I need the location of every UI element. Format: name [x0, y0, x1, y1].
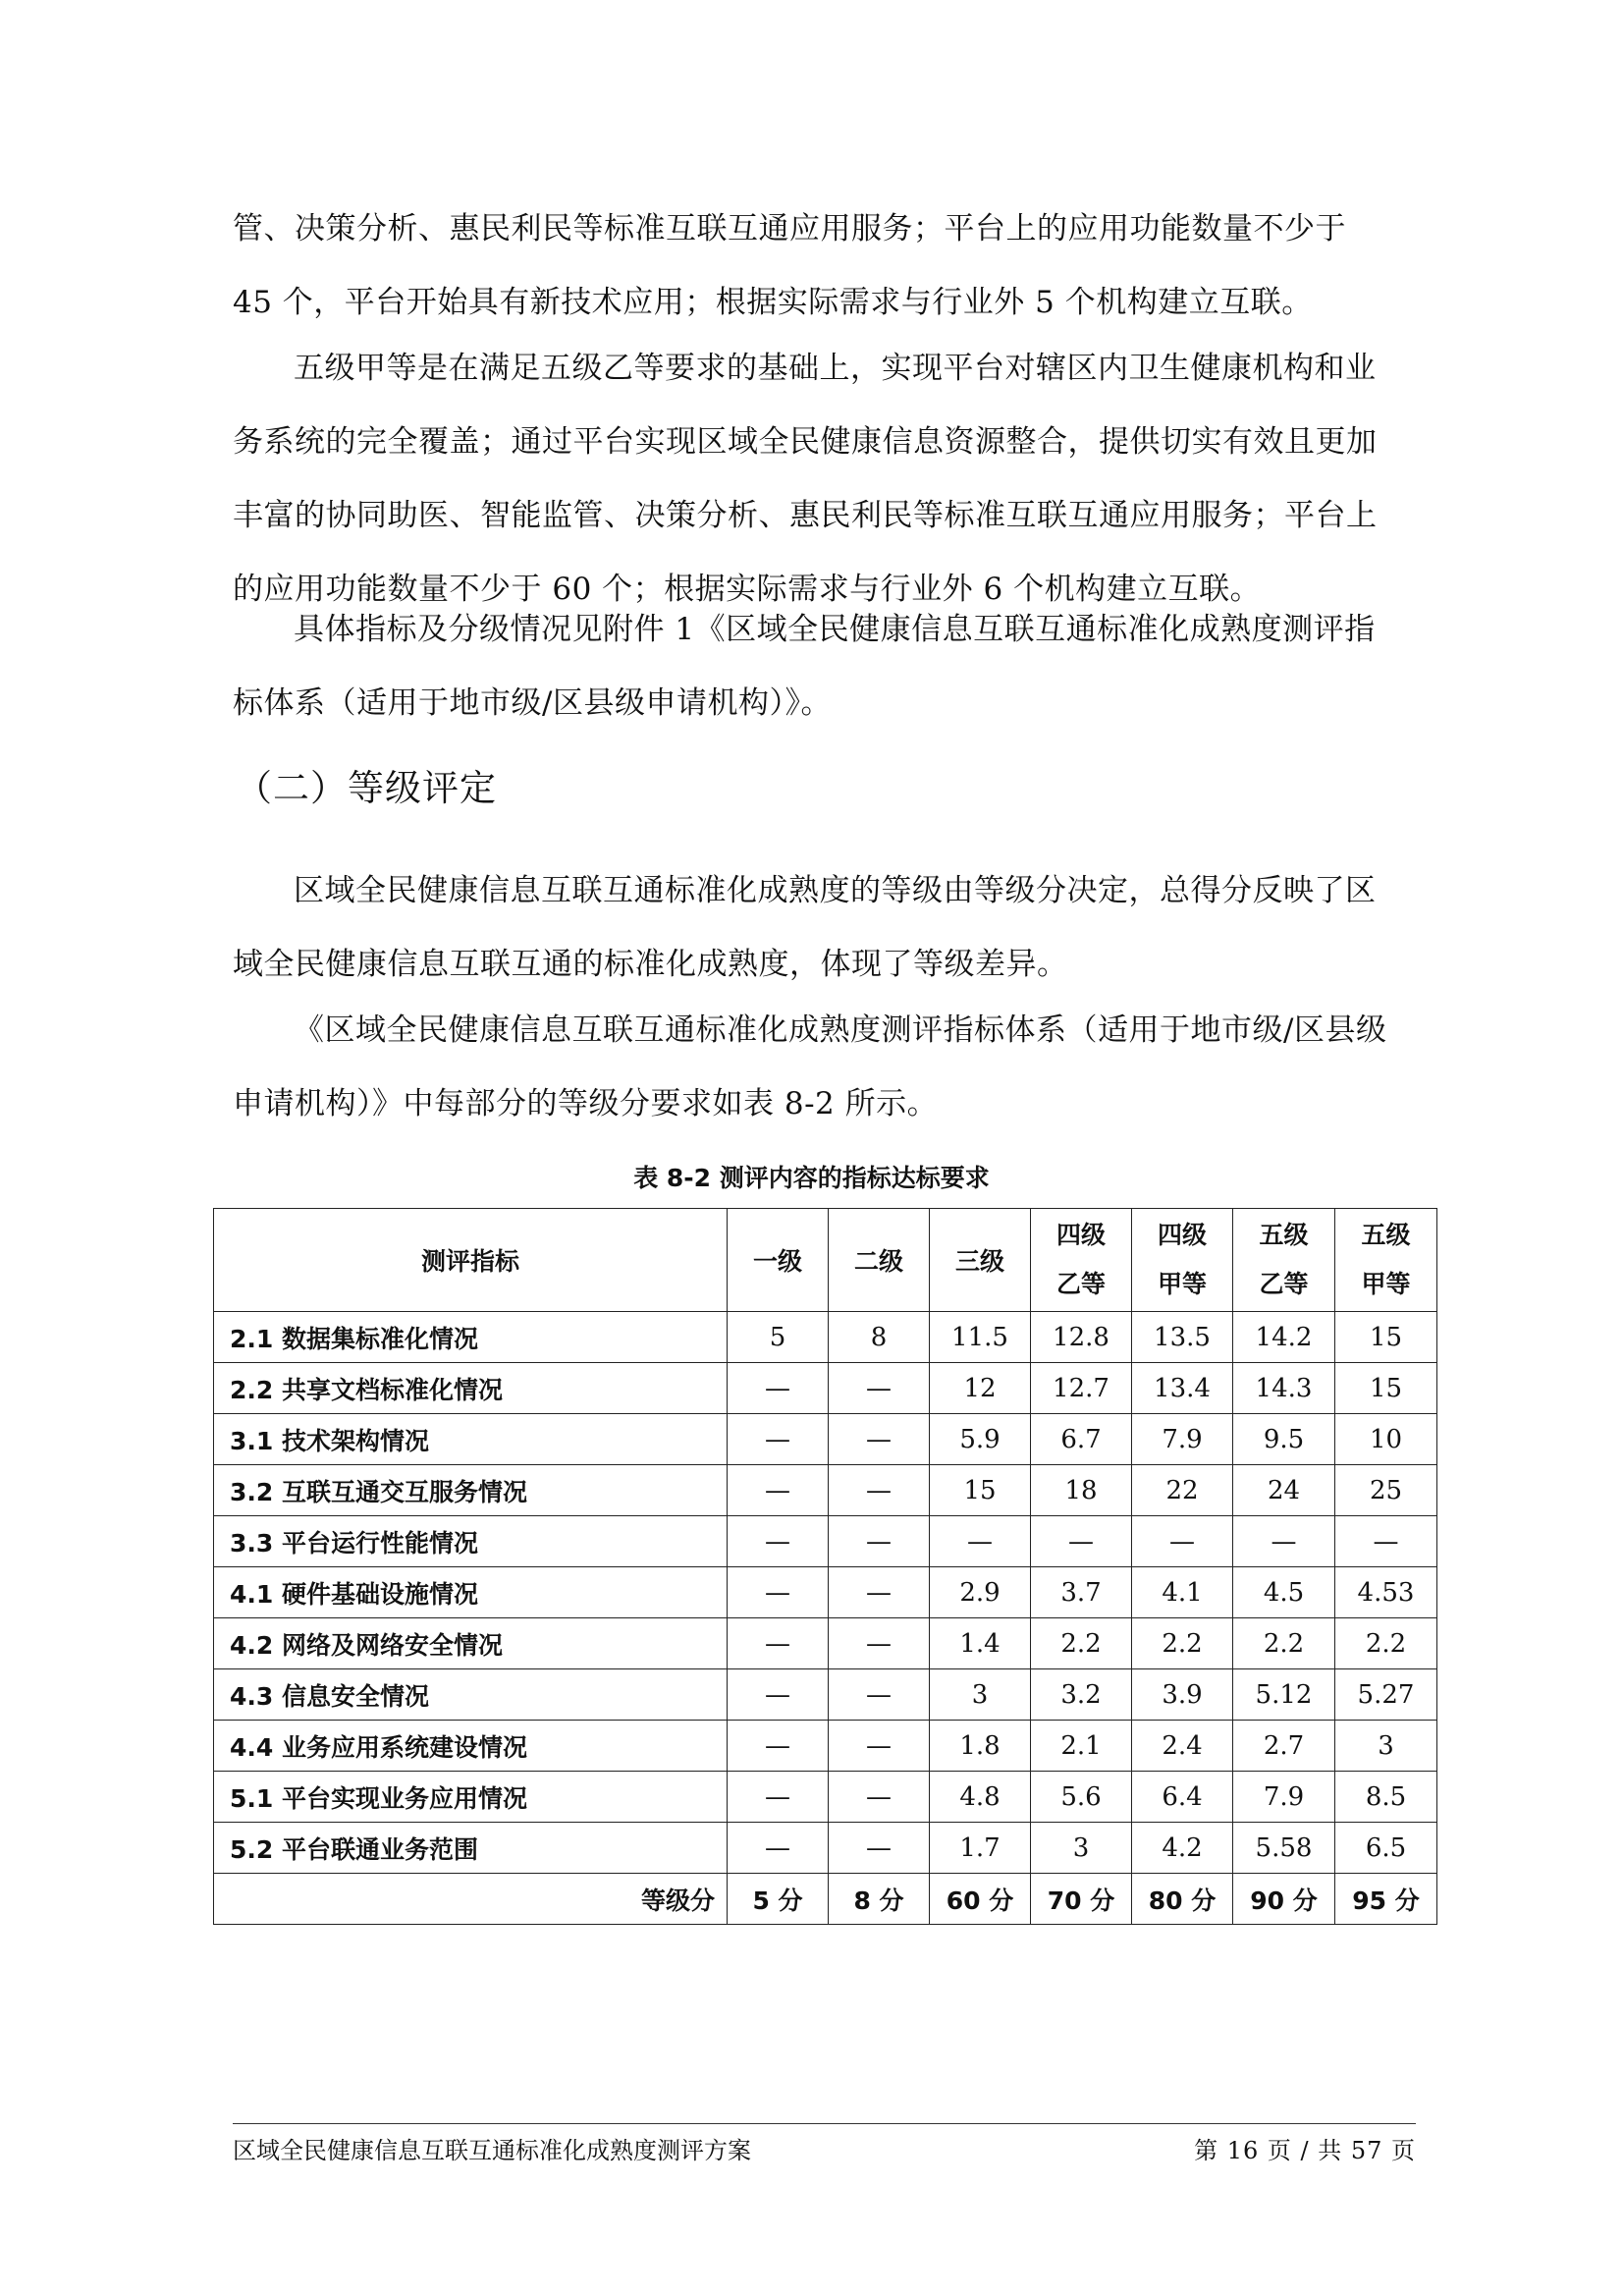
- table-cell: —: [829, 1567, 930, 1618]
- text-line: 申请机构）》中每部分的等级分要求如表 8-2 所示。: [233, 1086, 939, 1121]
- table-row: [214, 1669, 1437, 1721]
- header-level3: 三级: [930, 1209, 1031, 1312]
- paragraph-level5a: [233, 332, 1416, 627]
- paragraph-appendix-reference: [233, 593, 1416, 740]
- text-line: 具体指标及分级情况见附件 1《区域全民健康信息互联互通标准化成熟度测评指: [294, 612, 1376, 647]
- table-cell: 5: [728, 1312, 829, 1363]
- table-cell: 7.9: [1132, 1414, 1233, 1465]
- table-cell: 24: [1233, 1465, 1335, 1516]
- text-line: 的应用功能数量不少于 60 个；根据实际需求与行业外 6 个机构建立互联。: [233, 572, 1262, 607]
- table-cell: 70 分: [1031, 1874, 1132, 1925]
- table-cell: 15: [1335, 1312, 1437, 1363]
- table-cell: —: [728, 1772, 829, 1823]
- header-level4a-line1: 四级: [1157, 1221, 1207, 1249]
- header-level5a-line2: 甲等: [1361, 1270, 1411, 1298]
- table-cell: 11.5: [930, 1312, 1031, 1363]
- table-cell: 3: [1335, 1721, 1437, 1772]
- text-line: 《区域全民健康信息互联互通标准化成熟度测评指标体系（适用于地市级/区县级: [294, 1012, 1387, 1048]
- table-cell: 14.3: [1233, 1363, 1335, 1414]
- table-cell: 4.5: [1233, 1567, 1335, 1618]
- paragraph-grading-intro: [233, 854, 1416, 1002]
- table-cell: 2.9: [930, 1567, 1031, 1618]
- row-label: 3.2 互联互通交互服务情况: [214, 1465, 728, 1516]
- table-cell: 15: [1335, 1363, 1437, 1414]
- header-level1: 一级: [728, 1209, 829, 1312]
- table-cell: 15: [930, 1465, 1031, 1516]
- header-level4b-line1: 四级: [1055, 1221, 1106, 1249]
- header-level5b-line2: 乙等: [1259, 1270, 1309, 1298]
- table-cell: 12: [930, 1363, 1031, 1414]
- table-cell: —: [1335, 1516, 1437, 1567]
- header-level5a: [1335, 1209, 1437, 1312]
- text-line: 域全民健康信息互联互通的标准化成熟度，体现了等级差异。: [233, 947, 1068, 982]
- header-level5b-line1: 五级: [1259, 1221, 1309, 1249]
- indicator-requirements-table: [213, 1208, 1437, 1925]
- header-level4b-line2: 乙等: [1055, 1270, 1106, 1298]
- table-row: [214, 1772, 1437, 1823]
- table-cell: —: [728, 1567, 829, 1618]
- table-cell: 3.2: [1031, 1669, 1132, 1721]
- table-cell: —: [1132, 1516, 1233, 1567]
- table-cell: 5.9: [930, 1414, 1031, 1465]
- table-row: [214, 1363, 1437, 1414]
- table-cell: 5 分: [728, 1874, 829, 1925]
- text-line: 45 个，平台开始具有新技术应用；根据实际需求与行业外 5 个机构建立互联。: [233, 285, 1313, 320]
- table-cell: —: [1233, 1516, 1335, 1567]
- header-level4b: [1031, 1209, 1132, 1312]
- row-label: 等级分: [214, 1874, 728, 1925]
- text-line: 标体系（适用于地市级/区县级申请机构）》。: [233, 685, 832, 721]
- table-cell: —: [829, 1823, 930, 1874]
- table-row: [214, 1823, 1437, 1874]
- row-label: 4.2 网络及网络安全情况: [214, 1618, 728, 1669]
- table-cell: 13.4: [1132, 1363, 1233, 1414]
- table-cell: 3.7: [1031, 1567, 1132, 1618]
- table-cell: —: [829, 1465, 930, 1516]
- table-cell: 9.5: [1233, 1414, 1335, 1465]
- table-cell: —: [728, 1465, 829, 1516]
- table-cell: 25: [1335, 1465, 1437, 1516]
- table-cell: 6.5: [1335, 1823, 1437, 1874]
- header-level2: 二级: [829, 1209, 930, 1312]
- text-line: 务系统的完全覆盖；通过平台实现区域全民健康信息资源整合，提供切实有效且更加: [233, 424, 1378, 460]
- table-row: [214, 1465, 1437, 1516]
- table-cell: 4.2: [1132, 1823, 1233, 1874]
- paragraph-level5b-continued: [233, 192, 1416, 340]
- table-cell: 6.4: [1132, 1772, 1233, 1823]
- table-cell: 13.5: [1132, 1312, 1233, 1363]
- header-level4a: [1132, 1209, 1233, 1312]
- table-cell: —: [829, 1414, 930, 1465]
- header-level5b: [1233, 1209, 1335, 1312]
- row-label: 2.2 共享文档标准化情况: [214, 1363, 728, 1414]
- table-cell: 2.2: [1031, 1618, 1132, 1669]
- table-header-row: [214, 1209, 1437, 1312]
- footer-divider: [233, 2123, 1416, 2124]
- table-row: [214, 1567, 1437, 1618]
- table-row: [214, 1618, 1437, 1669]
- header-indicator: 测评指标: [214, 1209, 728, 1312]
- table-cell: 4.8: [930, 1772, 1031, 1823]
- table-cell: 8 分: [829, 1874, 930, 1925]
- table-cell: —: [829, 1363, 930, 1414]
- table-cell: 3: [1031, 1823, 1132, 1874]
- table-cell: 4.1: [1132, 1567, 1233, 1618]
- table-cell: —: [829, 1516, 930, 1567]
- table-cell: 5.27: [1335, 1669, 1437, 1721]
- table-cell: —: [829, 1618, 930, 1669]
- table-cell: 5.58: [1233, 1823, 1335, 1874]
- table-cell: —: [728, 1363, 829, 1414]
- text-line: 五级甲等是在满足五级乙等要求的基础上，实现平台对辖区内卫生健康机构和业: [294, 351, 1377, 386]
- table-cell: 4.53: [1335, 1567, 1437, 1618]
- table-cell: —: [728, 1618, 829, 1669]
- table-cell: 3.9: [1132, 1669, 1233, 1721]
- table-cell: —: [829, 1772, 930, 1823]
- section-heading: （二）等级评定: [236, 767, 497, 809]
- table-row: [214, 1312, 1437, 1363]
- table-cell: 10: [1335, 1414, 1437, 1465]
- table-cell: —: [829, 1721, 930, 1772]
- table-cell: 8: [829, 1312, 930, 1363]
- table-caption: 表 8-2 测评内容的指标达标要求: [633, 1164, 990, 1192]
- row-label: 3.1 技术架构情况: [214, 1414, 728, 1465]
- table-cell: —: [728, 1721, 829, 1772]
- table-cell: 12.7: [1031, 1363, 1132, 1414]
- row-label: 4.4 业务应用系统建设情况: [214, 1721, 728, 1772]
- table-row: [214, 1414, 1437, 1465]
- table-cell: 14.2: [1233, 1312, 1335, 1363]
- row-label: 4.1 硬件基础设施情况: [214, 1567, 728, 1618]
- table-cell: 7.9: [1233, 1772, 1335, 1823]
- table-cell: 18: [1031, 1465, 1132, 1516]
- text-line: 丰富的协同助医、智能监管、决策分析、惠民利民等标准互联互通应用服务；平台上: [233, 498, 1378, 533]
- text-line: 区域全民健康信息互联互通标准化成熟度的等级由等级分决定，总得分反映了区: [294, 873, 1377, 908]
- table-cell: 90 分: [1233, 1874, 1335, 1925]
- table-cell: 95 分: [1335, 1874, 1437, 1925]
- table-cell: —: [728, 1516, 829, 1567]
- table-cell: —: [930, 1516, 1031, 1567]
- table-cell: 5.12: [1233, 1669, 1335, 1721]
- table-cell: 60 分: [930, 1874, 1031, 1925]
- table-cell: —: [728, 1823, 829, 1874]
- table-cell: 1.8: [930, 1721, 1031, 1772]
- table-cell: —: [1031, 1516, 1132, 1567]
- table-row: [214, 1516, 1437, 1567]
- header-level5a-line1: 五级: [1361, 1221, 1411, 1249]
- header-level4a-line2: 甲等: [1157, 1270, 1207, 1298]
- table-cell: —: [728, 1669, 829, 1721]
- row-label: 4.3 信息安全情况: [214, 1669, 728, 1721]
- table-cell: 2.2: [1335, 1618, 1437, 1669]
- table-cell: 2.2: [1132, 1618, 1233, 1669]
- text-line: 管、决策分析、惠民利民等标准互联互通应用服务；平台上的应用功能数量不少于: [233, 211, 1346, 246]
- footer-page-number: 第 16 页 / 共 57 页: [1194, 2137, 1416, 2164]
- table-cell: 1.7: [930, 1823, 1031, 1874]
- paragraph-table-reference: [233, 994, 1416, 1141]
- table-cell: 2.4: [1132, 1721, 1233, 1772]
- table-cell: 5.6: [1031, 1772, 1132, 1823]
- table-cell: —: [829, 1669, 930, 1721]
- row-label: 3.3 平台运行性能情况: [214, 1516, 728, 1567]
- table-cell: 80 分: [1132, 1874, 1233, 1925]
- table-cell: 22: [1132, 1465, 1233, 1516]
- footer-document-title: 区域全民健康信息互联互通标准化成熟度测评方案: [233, 2137, 751, 2164]
- table-cell: 3: [930, 1669, 1031, 1721]
- table-cell: 1.4: [930, 1618, 1031, 1669]
- row-label: 5.1 平台实现业务应用情况: [214, 1772, 728, 1823]
- table-cell: 8.5: [1335, 1772, 1437, 1823]
- table-cell: 6.7: [1031, 1414, 1132, 1465]
- table-cell: 2.7: [1233, 1721, 1335, 1772]
- row-label: 2.1 数据集标准化情况: [214, 1312, 728, 1363]
- table-cell: —: [728, 1414, 829, 1465]
- table-cell: 2.2: [1233, 1618, 1335, 1669]
- table-total-row: [214, 1874, 1437, 1925]
- table-row: [214, 1721, 1437, 1772]
- table-cell: 2.1: [1031, 1721, 1132, 1772]
- table-cell: 12.8: [1031, 1312, 1132, 1363]
- row-label: 5.2 平台联通业务范围: [214, 1823, 728, 1874]
